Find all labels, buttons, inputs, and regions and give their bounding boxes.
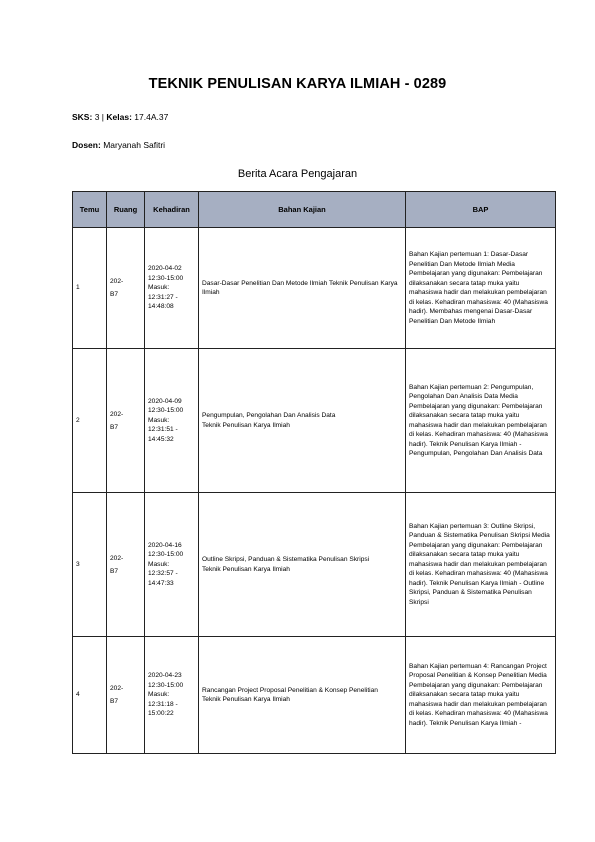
col-header-temu: Temu	[73, 192, 107, 228]
kehadiran-line: 2020-04-23	[148, 672, 182, 680]
cell-ruang	[107, 349, 145, 493]
kehadiran-line: Masuk:	[148, 560, 170, 568]
kehadiran-line: 14:45:32	[148, 435, 174, 443]
kehadiran-line: 12:31:51 -	[148, 426, 178, 434]
kehadiran-line: Masuk:	[148, 416, 170, 424]
lecturer-line	[72, 140, 165, 150]
meta-separator: |	[101, 112, 105, 122]
cell-bahan-kajian	[199, 493, 406, 637]
course-meta	[72, 112, 168, 122]
kehadiran-line: 2020-04-02	[148, 265, 182, 273]
kehadiran-line: 15:00:22	[148, 710, 174, 718]
kehadiran-line: 12:30-15:00	[148, 407, 184, 415]
ruang-line: B7	[110, 567, 119, 575]
col-header-kehadiran: Kehadiran	[145, 192, 199, 228]
cell-bahan-kajian	[199, 637, 406, 754]
bahan-line: Rancangan Project Proposal Penelitian & Konsep Penelitian	[202, 686, 378, 694]
bahan-line: Teknik Penulisan Karya Ilmiah	[202, 565, 290, 573]
cell-bahan-kajian	[199, 228, 406, 349]
bahan-line: Teknik Penulisan Karya Ilmiah	[202, 421, 290, 429]
kehadiran-line: 12:31:18 -	[148, 700, 178, 708]
cell-kehadiran	[145, 349, 199, 493]
kehadiran-line: 2020-04-16	[148, 541, 182, 549]
section-title: Berita Acara Pengajaran	[237, 168, 358, 180]
kehadiran-line: 12:30-15:00	[148, 551, 184, 559]
ruang-line: 202-	[110, 685, 124, 692]
cell-bahan-kajian	[199, 349, 406, 493]
kehadiran-line: 12:30-15:00	[148, 274, 184, 282]
table-row	[73, 637, 556, 754]
bahan-line: Dasar-Dasar Penelitian Dan Metode Ilmiah Teknik Penulisan Karya Ilmiah	[202, 279, 398, 296]
cell-bap: Bahan Kajian pertemuan 1: Dasar-Dasar Penelitian Dan Metode Ilmiah Media Pembelajaran yang digunakan: Pembelajaran dilaksanakan secara tatap muka yaitu mahasiswa hadir dan melakukan pembelajaran di kelas. Kehadiran mahasiswa: 40 (Mahasiswa hadir). Membahas mengenai Dasar-Dasar Penelitian Dan Metode Ilmiah	[406, 228, 556, 349]
kehadiran-line: 14:48:08	[148, 303, 174, 311]
col-header-bap: BAP	[406, 192, 556, 228]
kelas-value: 17.4A.37	[134, 112, 169, 122]
bahan-line: Pengumpulan, Pengolahan Dan Analisis Data	[202, 412, 336, 419]
table-header-row	[73, 192, 556, 228]
kehadiran-line: 2020-04-09	[148, 397, 182, 405]
cell-ruang	[107, 637, 145, 754]
kehadiran-line: Masuk:	[148, 284, 170, 292]
kehadiran-line: 12:31:27 -	[148, 293, 178, 301]
kelas-label: Kelas:	[106, 112, 132, 122]
ruang-line: 202-	[110, 554, 124, 562]
bahan-line: Outline Skripsi, Panduan & Sistematika Penulisan Skripsi	[202, 556, 370, 563]
col-header-ruang: Ruang	[107, 192, 145, 228]
ruang-line: B7	[110, 291, 119, 298]
cell-temu: 2	[73, 349, 107, 493]
kehadiran-line: 14:47:33	[148, 579, 174, 587]
teaching-record-table	[72, 191, 556, 754]
cell-kehadiran	[145, 637, 199, 754]
kehadiran-line: Masuk:	[148, 691, 170, 699]
ruang-line: B7	[110, 423, 119, 431]
cell-ruang	[107, 493, 145, 637]
kehadiran-line: 12:32:57 -	[148, 570, 178, 578]
kehadiran-line: 12:30-15:00	[148, 681, 184, 689]
ruang-line: 202-	[110, 410, 124, 418]
table-row	[73, 349, 556, 493]
table-row	[73, 228, 556, 349]
cell-bap: Bahan Kajian pertemuan 2: Pengumpulan, Pengolahan Dan Analisis Data Media Pembelajaran yang digunakan: Pembelajaran dilaksanakan secara tatap muka yaitu mahasiswa hadir dan melakukan pembelajaran di kelas. Kehadiran mahasiswa: 40 (Mahasiswa hadir). Teknik Penulisan Karya Ilmiah - Pengumpulan, Pengolahan Dan Analisis Data	[406, 349, 556, 493]
col-header-bahan-kajian: Bahan Kajian	[199, 192, 406, 228]
cell-kehadiran	[145, 228, 199, 349]
cell-temu: 1	[73, 228, 107, 349]
cell-bap: Bahan Kajian pertemuan 4: Rancangan Project Proposal Penelitian & Konsep Penelitian Media Pembelajaran yang digunakan: Pembelajaran dilaksanakan secara tatap muka yaitu mahasiswa hadir dan melakukan pembelajaran di kelas. Kehadiran mahasiswa: 40 (Mahasiswa hadir). Teknik Penulisan Karya Ilmiah -	[406, 637, 556, 754]
cell-ruang	[107, 228, 145, 349]
table-row	[73, 493, 556, 637]
ruang-line: B7	[110, 698, 119, 705]
cell-bap: Bahan Kajian pertemuan 3: Outline Skripsi, Panduan & Sistematika Penulisan Skripsi Media Pembelajaran yang digunakan: Pembelajaran dilaksanakan secara tatap muka yaitu mahasiswa hadir dan melakukan pembelajaran di kelas. Kehadiran mahasiswa: 40 (Mahasiswa hadir). Teknik Penulisan Karya Ilmiah - Outline Skripsi, Panduan & Sistematika Penulisan Skripsi	[406, 493, 556, 637]
ruang-line: 202-	[110, 278, 124, 285]
cell-kehadiran	[145, 493, 199, 637]
sks-label: SKS:	[72, 112, 93, 122]
bahan-line: Teknik Penulisan Karya Ilmiah	[202, 696, 290, 703]
dosen-value: Maryanah Safitri	[103, 140, 166, 150]
cell-temu: 4	[73, 637, 107, 754]
cell-temu: 3	[73, 493, 107, 637]
sks-value: 3	[94, 112, 100, 122]
page-title: TEKNIK PENULISAN KARYA ILMIAH - 0289	[148, 76, 447, 92]
dosen-label: Dosen:	[72, 140, 101, 150]
